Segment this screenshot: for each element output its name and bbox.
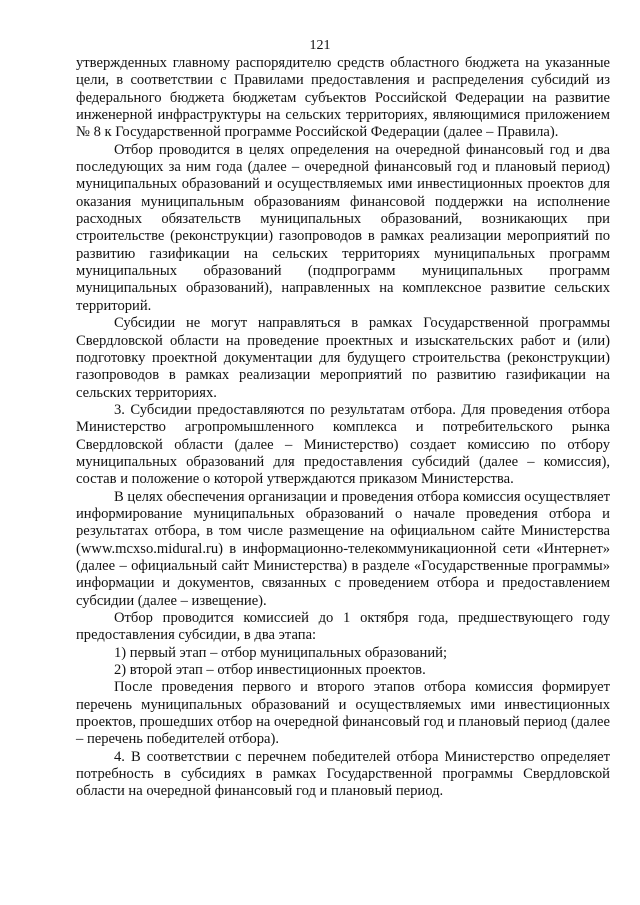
paragraph-informing: В целях обеспечения организации и проведения отбора комиссия осуществляет информирование муниципальных образований о начале проведения отбора и результатах отбора, в том числе размещение на официальном сайте Министерства (www.mcxso.midural.ru) в информационно-телекоммуникационной сети «Интернет» (далее – официальный сайт Министерства) в разделе «Государственные программы» информации и документов, связанных с проведением отбора и предоставлением субсидии (далее – извещение). — [76, 488, 610, 609]
list-item-stage-1: 1) первый этап – отбор муниципальных образований; — [114, 644, 448, 661]
list-item-stage-2: 2) второй этап – отбор инвестиционных проектов. — [114, 662, 426, 679]
paragraph-item-3: 3. Субсидии предоставляются по результатам отбора. Для проведения отбора Министерство агропромышленного комплекса и потребительского рынка Свердловской области (далее – Министерство) создает комиссию по отбору муниципальных образований для предоставления субсидий (далее – комиссия), состав и положение о которой утверждаются приказом Министерства. — [76, 401, 610, 488]
paragraph-item-4: 4. В соответствии с перечнем победителей отбора Министерство определяет потребность в субсидиях в рамках Государственной программы Свердловской области на очередной финансовый год и плановый период. — [76, 748, 610, 800]
paragraph-selection-purpose: Отбор проводится в целях определения на очередной финансовый год и два последующих за ним года (далее – очередной финансовый год и плановый период) муниципальных образований и осуществляемых ими инвестиционных проектов для оказания муниципальным образованиям финансовой поддержки на исполнение расходных обязательств муниципальных образований, возникающих при строительстве (реконструкции) газопроводов в рамках реализации мероприятий по развитию газификации на сельских территориях муниципальных программ муниципальных образований (подпрограмм муниципальных программ муниципальных образований), направленных на комплексное развитие сельских территорий. — [76, 141, 610, 314]
paragraph-subsidy-restriction: Субсидии не могут направляться в рамках Государственной программы Свердловской области на проведение проектных и изыскательских работ и (или) подготовку проектной документации для будущего строительства (реконструкции) газопроводов в рамках реализации мероприятий по развитию газификации на сельских территориях. — [76, 315, 610, 401]
paragraph-continuation: утвержденных главному распорядителю средств областного бюджета на указанные цели, в соответствии с Правилами предоставления и распределения субсидий из федерального бюджета бюджетам субъектов Российской Федерации на развитие инженерной инфраструктуры на сельских территориях, являющимися приложением № 8 к Государственной программе Российской Федерации (далее – Правила). — [76, 55, 610, 141]
document-body — [76, 55, 610, 801]
paragraph-winners-list: После проведения первого и второго этапов отбора комиссия формирует перечень муниципальных образований и осуществляемых ими инвестиционных проектов, прошедших отбор на очередной финансовый год и плановый период (далее – перечень победителей отбора). — [76, 679, 610, 748]
paragraph-selection-deadline: Отбор проводится комиссией до 1 октября года, предшествующего году предоставления субсидии, в два этапа: — [76, 610, 610, 644]
page-number: 121 — [309, 38, 331, 53]
